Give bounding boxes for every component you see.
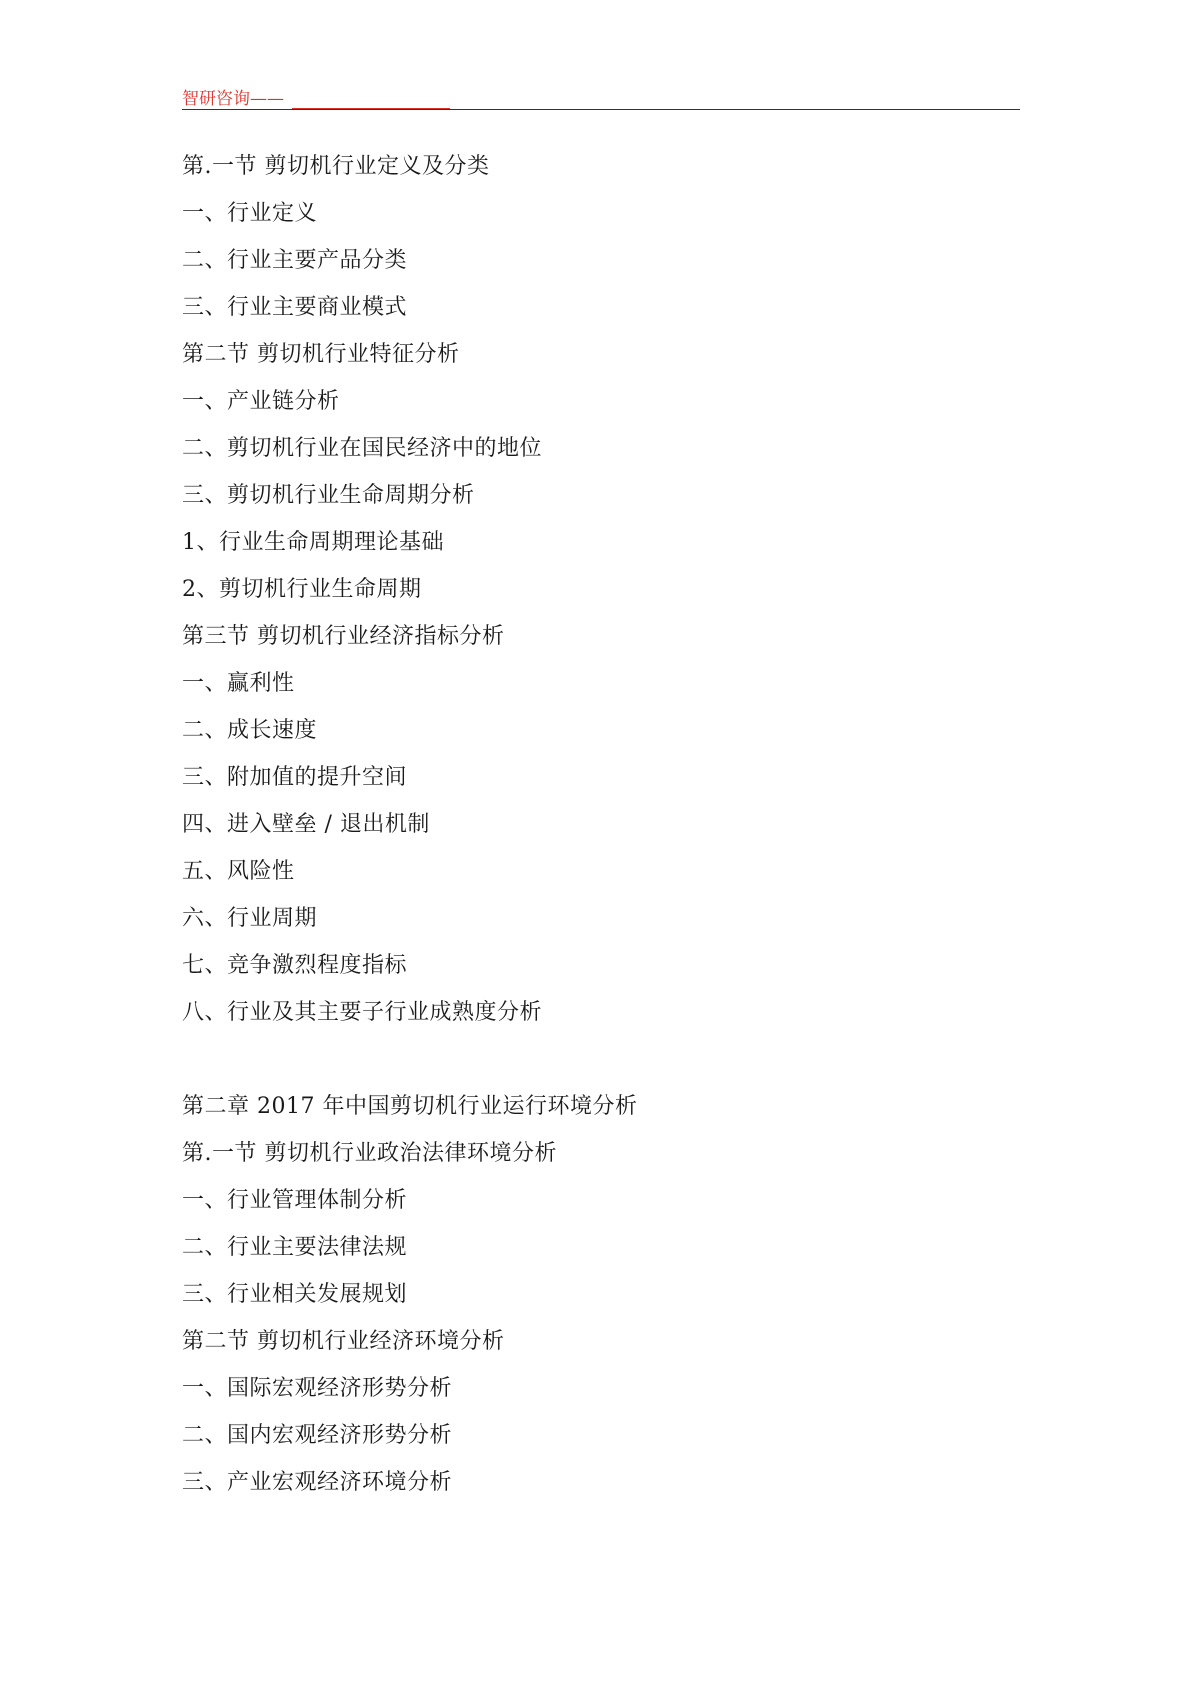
toc-line: 三、产业宏观经济环境分析 <box>182 1470 453 1495</box>
toc-line: 第.一节 剪切机行业政治法律环境分析 <box>182 1141 557 1166</box>
toc-line: 三、行业相关发展规划 <box>182 1282 408 1307</box>
chapter-title: 第二章 2017 年中国剪切机行业运行环境分析 <box>182 1094 638 1119</box>
toc-line: 二、国内宏观经济形势分析 <box>182 1423 453 1448</box>
toc-line: 八、行业及其主要子行业成熟度分析 <box>182 1000 543 1025</box>
toc-line: 第二节 剪切机行业特征分析 <box>182 342 460 367</box>
toc-line: 一、赢利性 <box>182 671 295 696</box>
page-header <box>182 88 1020 110</box>
toc-line: 一、行业管理体制分析 <box>182 1188 408 1213</box>
toc-line: 一、产业链分析 <box>182 389 340 414</box>
toc-line: 二、成长速度 <box>182 718 318 743</box>
section-gap <box>182 1043 1002 1090</box>
toc-line: 第三节 剪切机行业经济指标分析 <box>182 624 505 649</box>
toc-line: 1、行业生命周期理论基础 <box>182 530 444 555</box>
toc-line: 二、行业主要法律法规 <box>182 1235 408 1260</box>
header-brand: 智研咨询—— <box>182 89 284 109</box>
toc-line: 七、竞争激烈程度指标 <box>182 953 408 978</box>
toc-line: 一、国际宏观经济形势分析 <box>182 1376 453 1401</box>
toc-line: 第二节 剪切机行业经济环境分析 <box>182 1329 505 1354</box>
toc-line: 第.一节 剪切机行业定义及分类 <box>182 154 490 179</box>
toc-line: 五、风险性 <box>182 859 295 884</box>
toc-line: 四、进入壁垒 / 退出机制 <box>182 812 430 837</box>
toc-line: 三、剪切机行业生命周期分析 <box>182 483 475 508</box>
toc-line: 二、剪切机行业在国民经济中的地位 <box>182 436 543 461</box>
toc-line: 一、行业定义 <box>182 201 318 226</box>
toc-line: 2、剪切机行业生命周期 <box>182 577 422 602</box>
toc-line: 三、附加值的提升空间 <box>182 765 408 790</box>
toc-line: 六、行业周期 <box>182 906 318 931</box>
header-rule <box>182 109 1020 110</box>
toc-line: 二、行业主要产品分类 <box>182 248 408 273</box>
table-of-contents <box>182 150 1002 1513</box>
toc-line: 三、行业主要商业模式 <box>182 295 408 320</box>
